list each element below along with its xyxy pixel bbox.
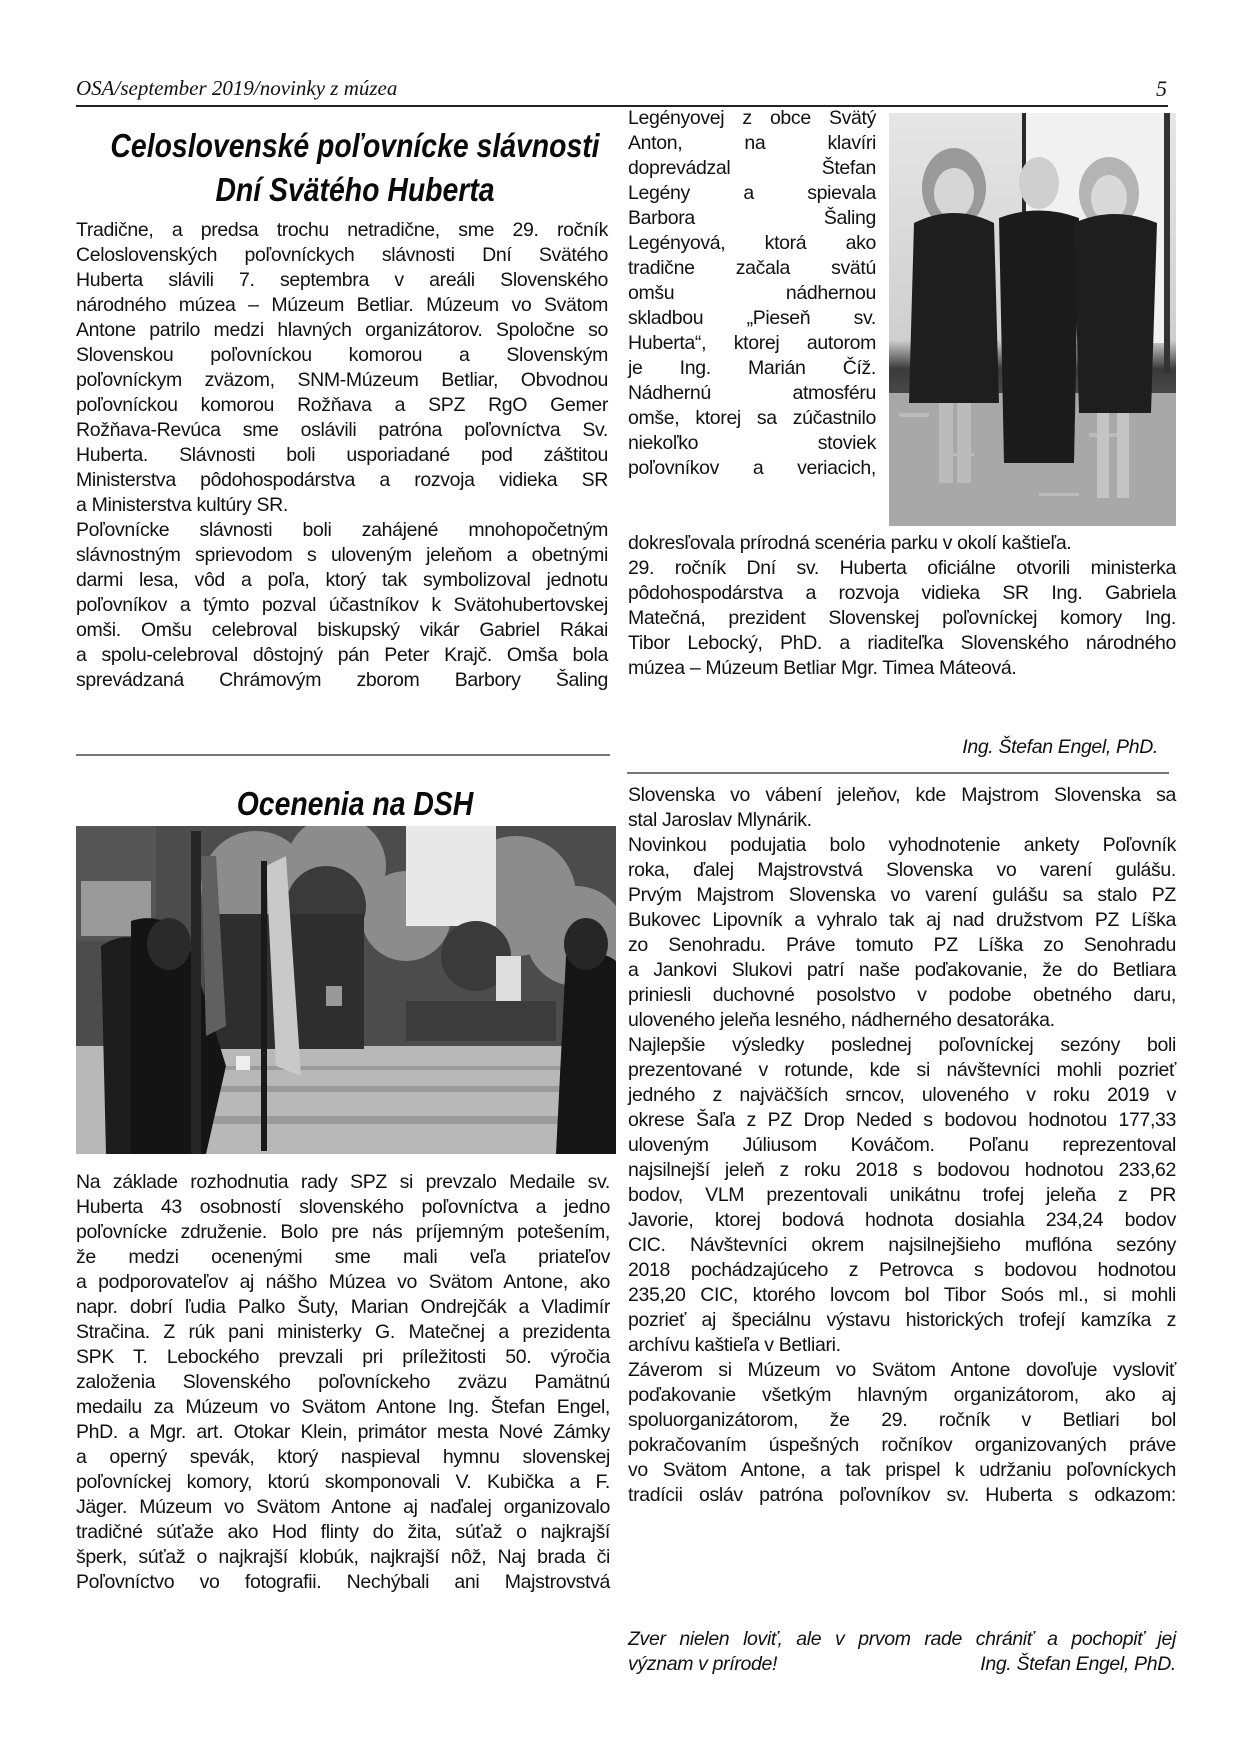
text-line: Huberta 43 osobností slovenského poľovníctva a jedno [76,1196,610,1218]
article1-title [84,124,626,212]
text-line: medailu za Múzeum vo Svätom Antone Ing. Štefan Engel, [76,1396,610,1418]
closing-quote-line2: význam v prírode! [628,1653,778,1675]
text-line: tradičné súťaže ako Hod flinty do žita, súťaž o najkrajší [76,1521,610,1543]
text-line: Huberta slávili 7. septembra v areáli Slovenského [76,269,608,291]
article1-title-line2: Dní Svätého Huberta [215,171,495,208]
text-line: roka, ďalej Majstrovstvá Slovenska vo varení gulášu. [628,859,1176,881]
text-line: Legény a spievala [628,182,876,204]
text-line: darmi lesa, vôd a poľa, ktorý tak symbolizoval jednotu [76,569,608,591]
text-line: niekoľko stoviek [628,432,876,454]
article1-signature: Ing. Štefan Engel, PhD. [962,736,1158,758]
text-line: Celoslovenských poľovníckych slávnosti Dní Svätého [76,244,608,266]
text-line: Poľovnícke slávnosti boli zahájené mnohopočetným [76,519,608,541]
text-line: Matečná, prezident Slovenskej poľovníckej komory Ing. [628,607,1176,629]
header-divider [76,105,1168,107]
text-line: Na základe rozhodnutia rady SPZ si prevzalo Medaile sv. [76,1171,610,1193]
text-line: pôdohospodárstva a rozvoja vidieka SR Ing. Gabriela [628,582,1176,604]
text-line: tradícii osláv patróna poľovníkov sv. Huberta s odkazom: [628,1484,1176,1506]
article1-wide-column [628,531,1176,681]
text-line: archívu kaštieľa v Betliari. [628,1334,841,1356]
text-line: stal Jaroslav Mlynárik. [628,809,812,831]
text-line: Jäger. Múzeum vo Svätom Antone aj naďalej organizovalo [76,1496,610,1518]
text-line: šperk, súťaž o najkrajší klobúk, najkrajší nôž, Naj brada či [76,1546,610,1568]
text-line: prezentované v rotunde, kde si návštevníci mohli pozrieť [628,1059,1176,1081]
text-line: doprevádzal Štefan [628,157,876,179]
text-line: Najlepšie výsledky poslednej poľovníckej sezóny boli [628,1034,1176,1056]
article2-title: Ocenenia na DSH [236,785,474,822]
text-line: skladbou „Pieseň sv. [628,307,876,329]
text-line: Záverom si Múzeum vo Svätom Antone dovoľuje vysloviť [628,1359,1176,1381]
text-line: poľovníckym zväzom, SNM-Múzeum Betliar, Obvodnou [76,369,608,391]
text-line: CIC. Návštevníci okrem najsilnejšieho muflóna sezóny [628,1234,1176,1256]
article2-left-column [76,1170,610,1595]
article-divider-right [627,772,1169,774]
text-line: Huberta“, ktorej autorom [628,332,876,354]
article2-photo [76,826,616,1154]
article1-left-column [76,218,608,693]
text-line: Poľovníctvo vo fotografii. Nechýbali ani Majstrovstvá [76,1571,610,1593]
article2-signature: Ing. Štefan Engel, PhD. [980,1653,1176,1675]
text-line: jedného z najväčších srncov, uloveného v roku 2019 v [628,1084,1176,1106]
text-line: Barbora Šaling [628,207,876,229]
text-line: bodov, VLM prezentovali unikátnu trofej jeleňa z PR [628,1184,1176,1206]
text-line: vo Svätom Antone, a tak prispel k udržaniu poľovníckych [628,1459,1176,1481]
text-line: Antone patrilo medzi hlavných organizátorov. Spoločne so [76,319,608,341]
text-line: Prvým Majstrom Slovenska vo varení gulášu sa stalo PZ [628,884,1176,906]
text-line: že medzi ocenenými sme mali veľa priateľov [76,1246,610,1268]
text-line: najsilnejší jeleň z roku 2018 s bodovou hodnotou 233,62 [628,1159,1176,1181]
text-line: tradične začala svätú [628,257,876,279]
text-line: poľovnícke združenie. Bolo pre nás príjemným potešením, [76,1221,610,1243]
ceremony-image [76,826,616,1154]
text-line: dokresľovala prírodná scenéria parku v okolí kaštieľa. [628,532,1072,554]
text-line: poľovníkov a týmto pozval účastníkov k Svätohubertovskej [76,594,608,616]
text-line: a spolu-celebroval dôstojný pán Peter Krajč. Omša bola [76,644,608,666]
text-line: založenia Slovenského poľovníckeho zväzu Pamätnú [76,1371,610,1393]
text-line: Tibor Lebocký, PhD. a riaditeľka Slovenského národného [628,632,1176,654]
text-line: Legényovej z obce Svätý [628,107,876,129]
text-line: Huberta. Slávnosti boli usporiadané pod záštitou [76,444,608,466]
text-line: a operný spevák, ktorý naspieval hymnu slovenskej [76,1446,610,1468]
running-header: OSA/september 2019/novinky z múzea [76,76,398,100]
text-line: Slovenska vo vábení jeleňov, kde Majstrom Slovenska sa [628,784,1176,806]
group-portrait-image [889,113,1176,526]
text-line: Novinkou podujatia bolo vyhodnotenie ankety Poľovník [628,834,1176,856]
text-line: PhD. a Mgr. art. Otokar Klein, primátor mesta Nové Zámky [76,1421,610,1443]
article1-title-line1: Celoslovenské poľovnícke slávnosti [110,127,600,164]
text-line: Anton, na klavíri [628,132,876,154]
text-line: Legényová, ktorá ako [628,232,876,254]
text-line: poľovníckej komory, ktorú skomponovali V. Kubička a F. [76,1471,610,1493]
text-line: uloveného jeleňa lesného, nádherného desatoráka. [628,1009,1055,1031]
closing-quote-line1: Zver nielen loviť, ale v prvom rade chrániť a pochopiť jej [628,1628,1176,1650]
article-divider-left [76,754,610,756]
text-line: 29. ročník Dní sv. Huberta oficiálne otvorili ministerka [628,557,1176,579]
text-line: omšu nádhernou [628,282,876,304]
article2-right-column [628,783,1176,1508]
text-line: Slovenskou poľovníckou komorou a Slovenským [76,344,608,366]
text-line: poľovníckou komorou Rožňava a SPZ RgO Gemer [76,394,608,416]
page-number: 5 [1156,76,1167,101]
text-line: priniesli duchovné posolstvo v podobe obetného daru, [628,984,1176,1006]
text-line: omši. Omšu celebroval biskupský vikár Gabriel Rákai [76,619,608,641]
text-line: zo Senohradu. Práve tomuto PZ Líška zo Senohradu [628,934,1176,956]
text-line: poďakovanie všetkým hlavným organizátorom, ako aj [628,1384,1176,1406]
text-line: Rožňava-Revúca sme oslávili patróna poľovníctva Sv. [76,419,608,441]
text-line: a Jankovi Slukovi patrí naše poďakovanie, že do Betliara [628,959,1176,981]
text-line: SPK T. Lebockého prevzali pri príležitosti 50. výročia [76,1346,610,1368]
text-line: Bukovec Lipovník a vyhralo tak aj nad družstvom PZ Líška [628,909,1176,931]
text-line: omše, ktorej sa zúčastnilo [628,407,876,429]
text-line: spoluorganizátorom, že 29. ročník v Betliari bol [628,1409,1176,1431]
text-line: a Ministerstva kultúry SR. [76,494,288,516]
text-line: Ministerstva pôdohospodárstva a rozvoja vidieka SR [76,469,608,491]
text-line: slávnostným sprievodom s uloveným jeleňom a obetnými [76,544,608,566]
article1-photo [889,113,1176,526]
text-line: Tradične, a predsa trochu netradične, sme 29. ročník [76,219,608,241]
text-line: napr. dobrí ľudia Palko Šuty, Marian Ondrejčák a Vladimír [76,1296,610,1318]
text-line: Javorie, ktorej bodová hodnota dosiahla 234,24 bodov [628,1209,1176,1231]
text-line: a podporovateľov aj nášho Múzea vo Svätom Antone, ako [76,1271,610,1293]
text-line: 235,20 CIC, ktorého lovcom bol Tibor Soós ml., si mohli [628,1284,1176,1306]
text-line: 2018 pochádzajúceho z Petrovca s bodovou hodnotou [628,1259,1176,1281]
text-line: Stračina. Z rúk pani ministerky G. Matečnej a prezidenta [76,1321,610,1343]
text-line: národného múzea – Múzeum Betliar. Múzeum vo Svätom [76,294,608,316]
closing-last-row [628,1652,1176,1677]
text-line: sprevádzaná Chrámovým zborom Barbory Šaling [76,669,608,691]
article1-narrow-column [628,106,876,481]
text-line: Nádhernú atmosféru [628,382,876,404]
text-line: uloveným Júliusom Kováčom. Poľanu reprezentoval [628,1134,1176,1156]
text-line: pokračovaním úspešných ročníkov organizovaných práve [628,1434,1176,1456]
article2-closing [628,1627,1176,1677]
text-line: pozrieť aj špeciálnu výstavu historických trofejí kamzíka z [628,1309,1176,1331]
text-line: poľovníkov a veriacich, [628,457,876,479]
text-line: je Ing. Marián Číž. [628,357,876,379]
text-line: múzea – Múzeum Betliar Mgr. Timea Máteová. [628,657,1017,679]
text-line: okrese Šaľa z PZ Drop Neded s bodovou hodnotou 177,33 [628,1109,1176,1131]
